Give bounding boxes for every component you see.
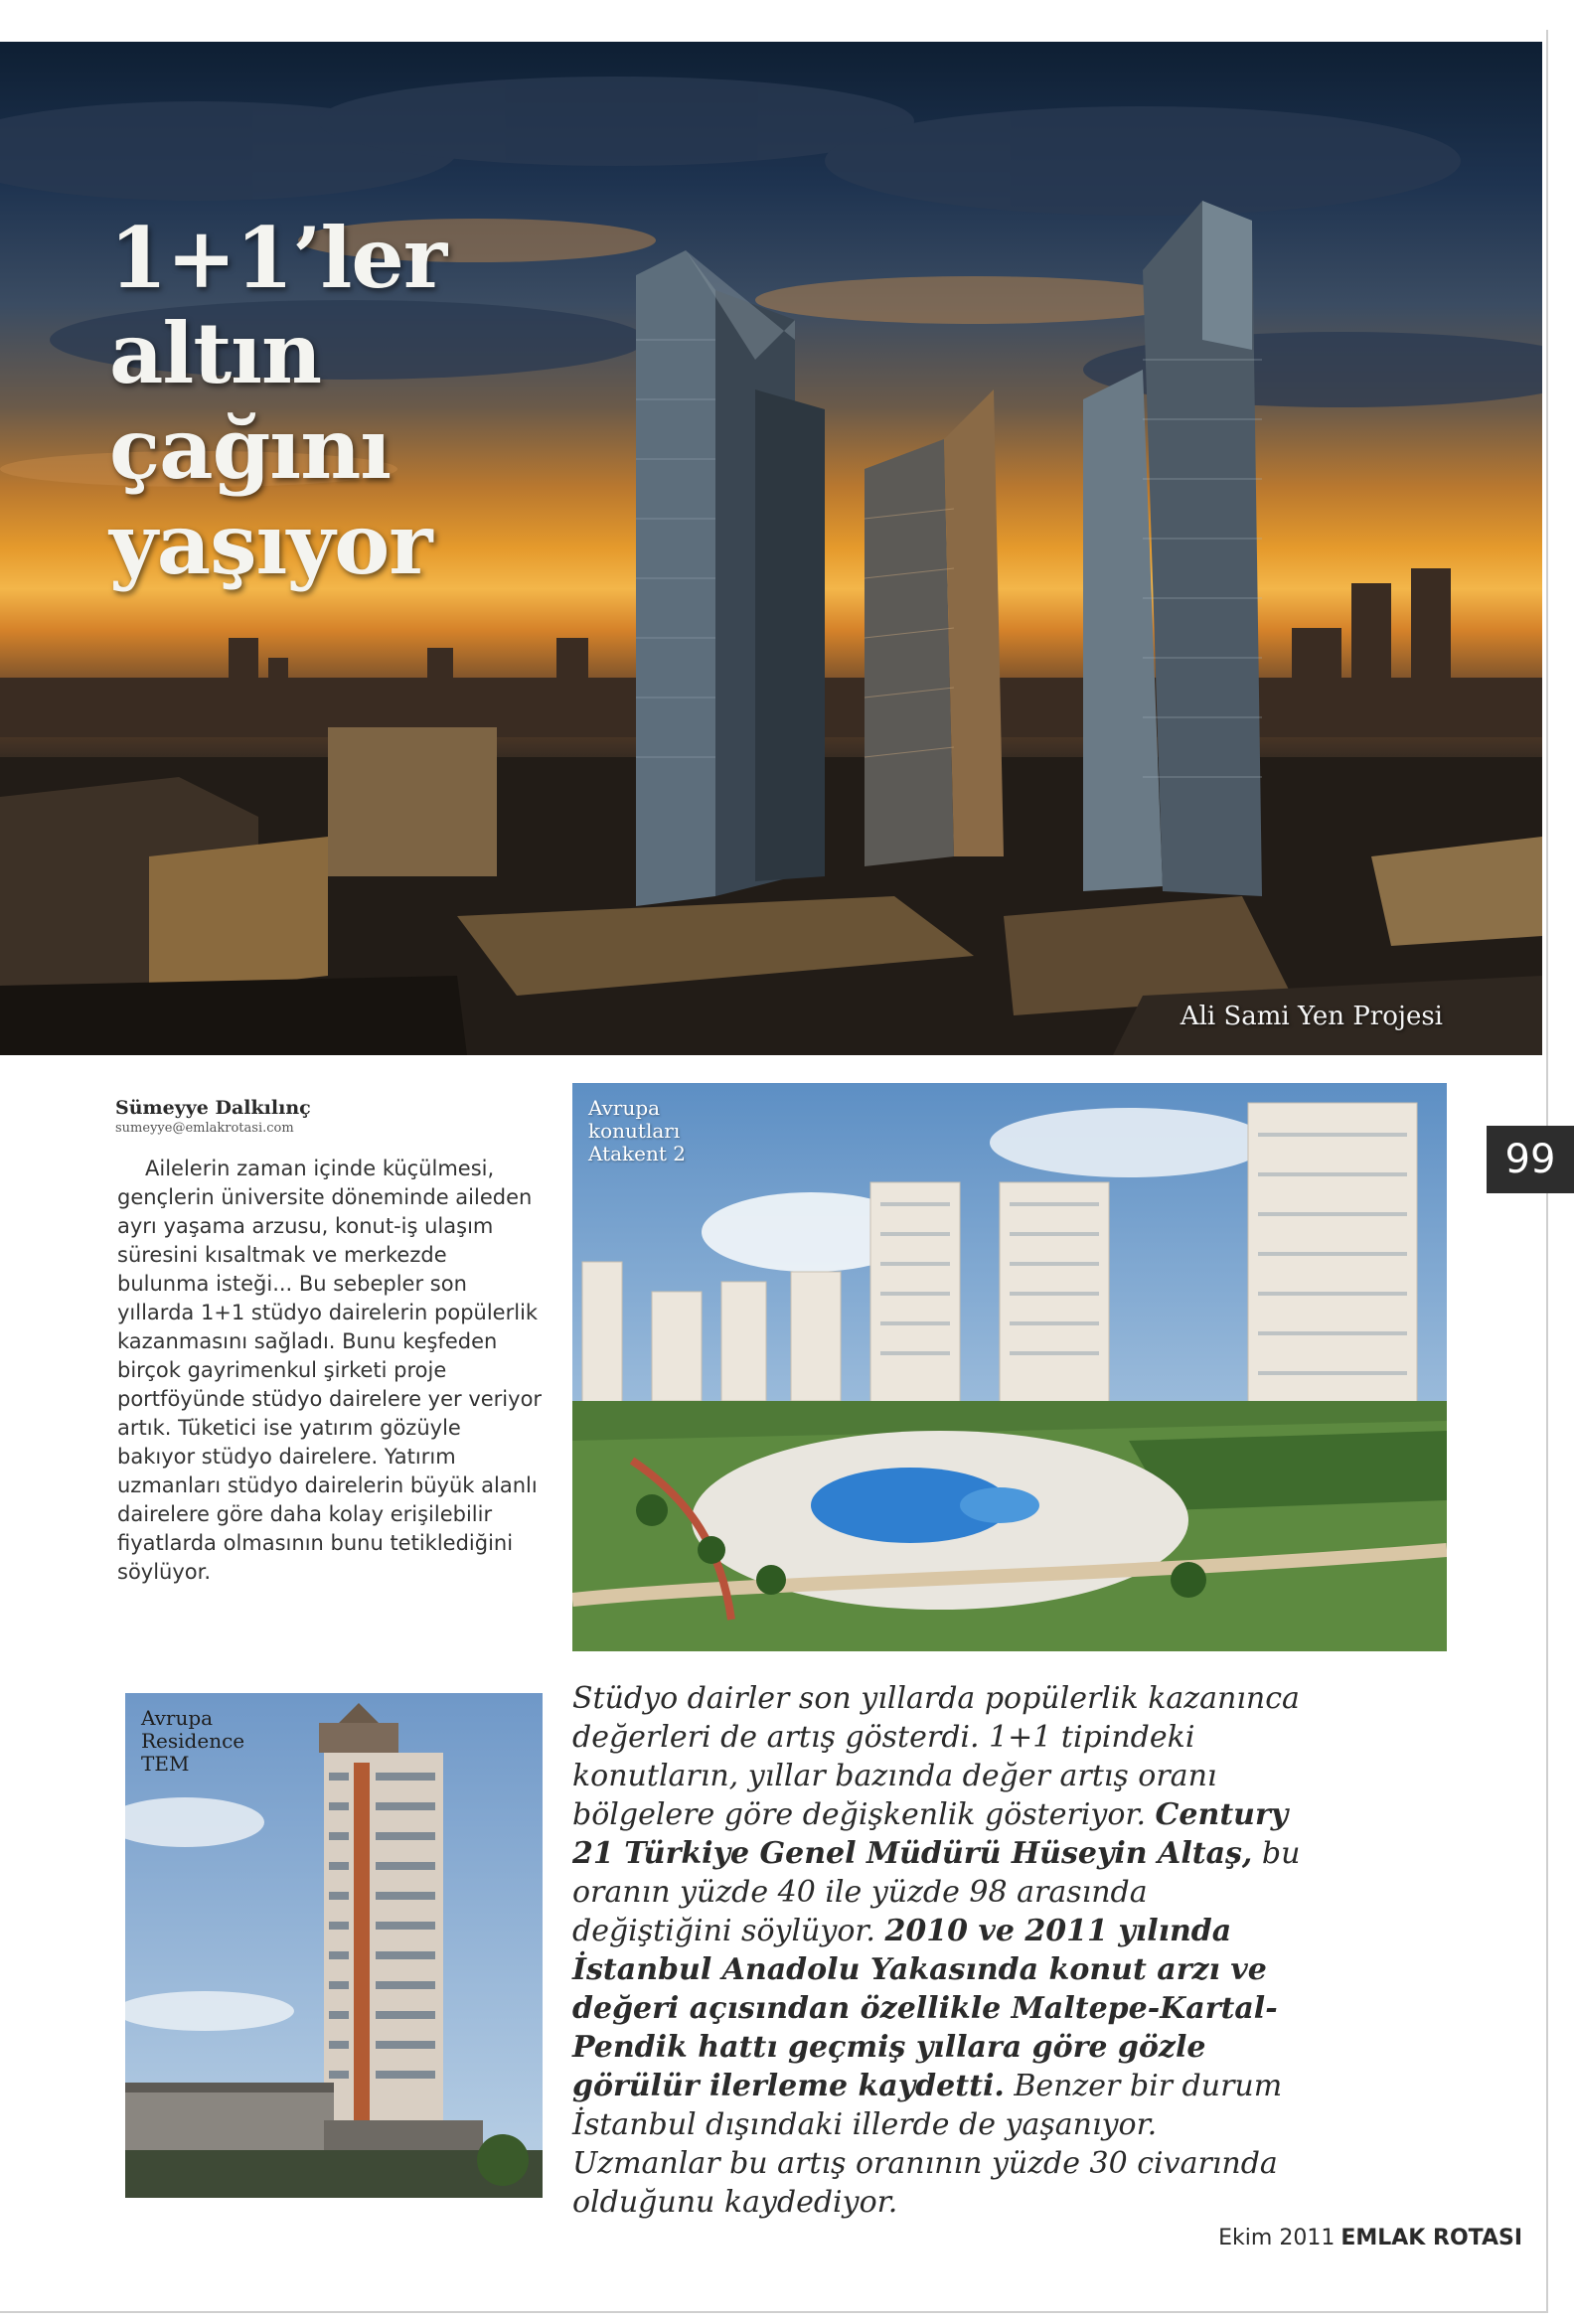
hero-caption: Ali Sami Yen Projesi: [1180, 1002, 1443, 1031]
footer-magazine-name: EMLAK ROTASI: [1340, 2226, 1522, 2250]
page-footer: [1218, 2226, 1522, 2250]
photo-avrupa-residence: [125, 1693, 543, 2198]
body-text-part: Stüdyo dairler son yıllarda popülerlik kazanınca değerleri de artış gösterdi. 1+1 tipindeki konutların, yıllar bazında değer artış oranı bölgelere göre değişkenlik gösteriyor.: [572, 1681, 1300, 1832]
hero-image: [0, 42, 1542, 1055]
body-text-part: bu oranın yüzde 40 ile yüzde 98 arasında değiştiğini söylüyor.: [572, 1836, 1301, 1948]
intro-paragraph: Ailelerin zaman içinde küçülmesi, gençlerin üniversite döneminde aileden ayrı yaşama arzusu, konut-iş ulaşım süresini kısaltmak ve merkezde bulunma isteği... Bu sebepler son yıllarda 1+1 stüdyo dairelerin popülerlik kazanmasını sağladı. Bunu keşfeden birçok gayrimenkul şirketi proje portföyünde stüdyo dairelere yer veriyor artık. Tüketici ise yatırım gözüyle bakıyor stüdyo dairelere. Yatırım uzmanları stüdyo dairelerin büyük alanlı dairelere göre daha kolay erişilebilir fiyatlarda olmasının bunu tetiklediğini söylüyor.: [117, 1157, 543, 1584]
body-text-part: Benzer bir durum İstanbul dışındaki illerde de yaşanıyor. Uzmanlar bu artış oranının yüzde 30 civarında olduğunu kaydediyor.: [572, 2069, 1283, 2220]
author-block: [115, 1097, 311, 1136]
author-name: Sümeyye Dalkılınç: [115, 1097, 311, 1119]
body-paragraph: [572, 1679, 1308, 2222]
photo-label-avrupa-residence: Avrupa Residence TEM: [141, 1706, 245, 1776]
footer-date: Ekim 2011: [1218, 2226, 1336, 2250]
author-email: sumeyye@emlakrotasi.com: [115, 1121, 294, 1136]
photo-avrupa-konutlari: [572, 1083, 1447, 1651]
photo-avrupa-konutlari-illustration: [572, 1083, 1447, 1651]
article-title: 1+1’ler altın çağını yaşıyor: [109, 209, 447, 593]
body-highlight: Century 21 Türkiye Genel Müdürü Hüseyin Altaş,: [572, 1797, 1289, 1871]
page-number: 99: [1487, 1126, 1574, 1193]
photo-label-avrupa-konutlari: Avrupa konutları Atakent 2: [588, 1096, 687, 1165]
body-highlight: 2010 ve 2011 yılında İstanbul Anadolu Yakasında konut arzı ve değeri açısından özellikle Maltepe-Kartal-Pendik hattı geçmiş yıllara göre gözle görülür ilerleme kaydetti.: [572, 1914, 1278, 2103]
